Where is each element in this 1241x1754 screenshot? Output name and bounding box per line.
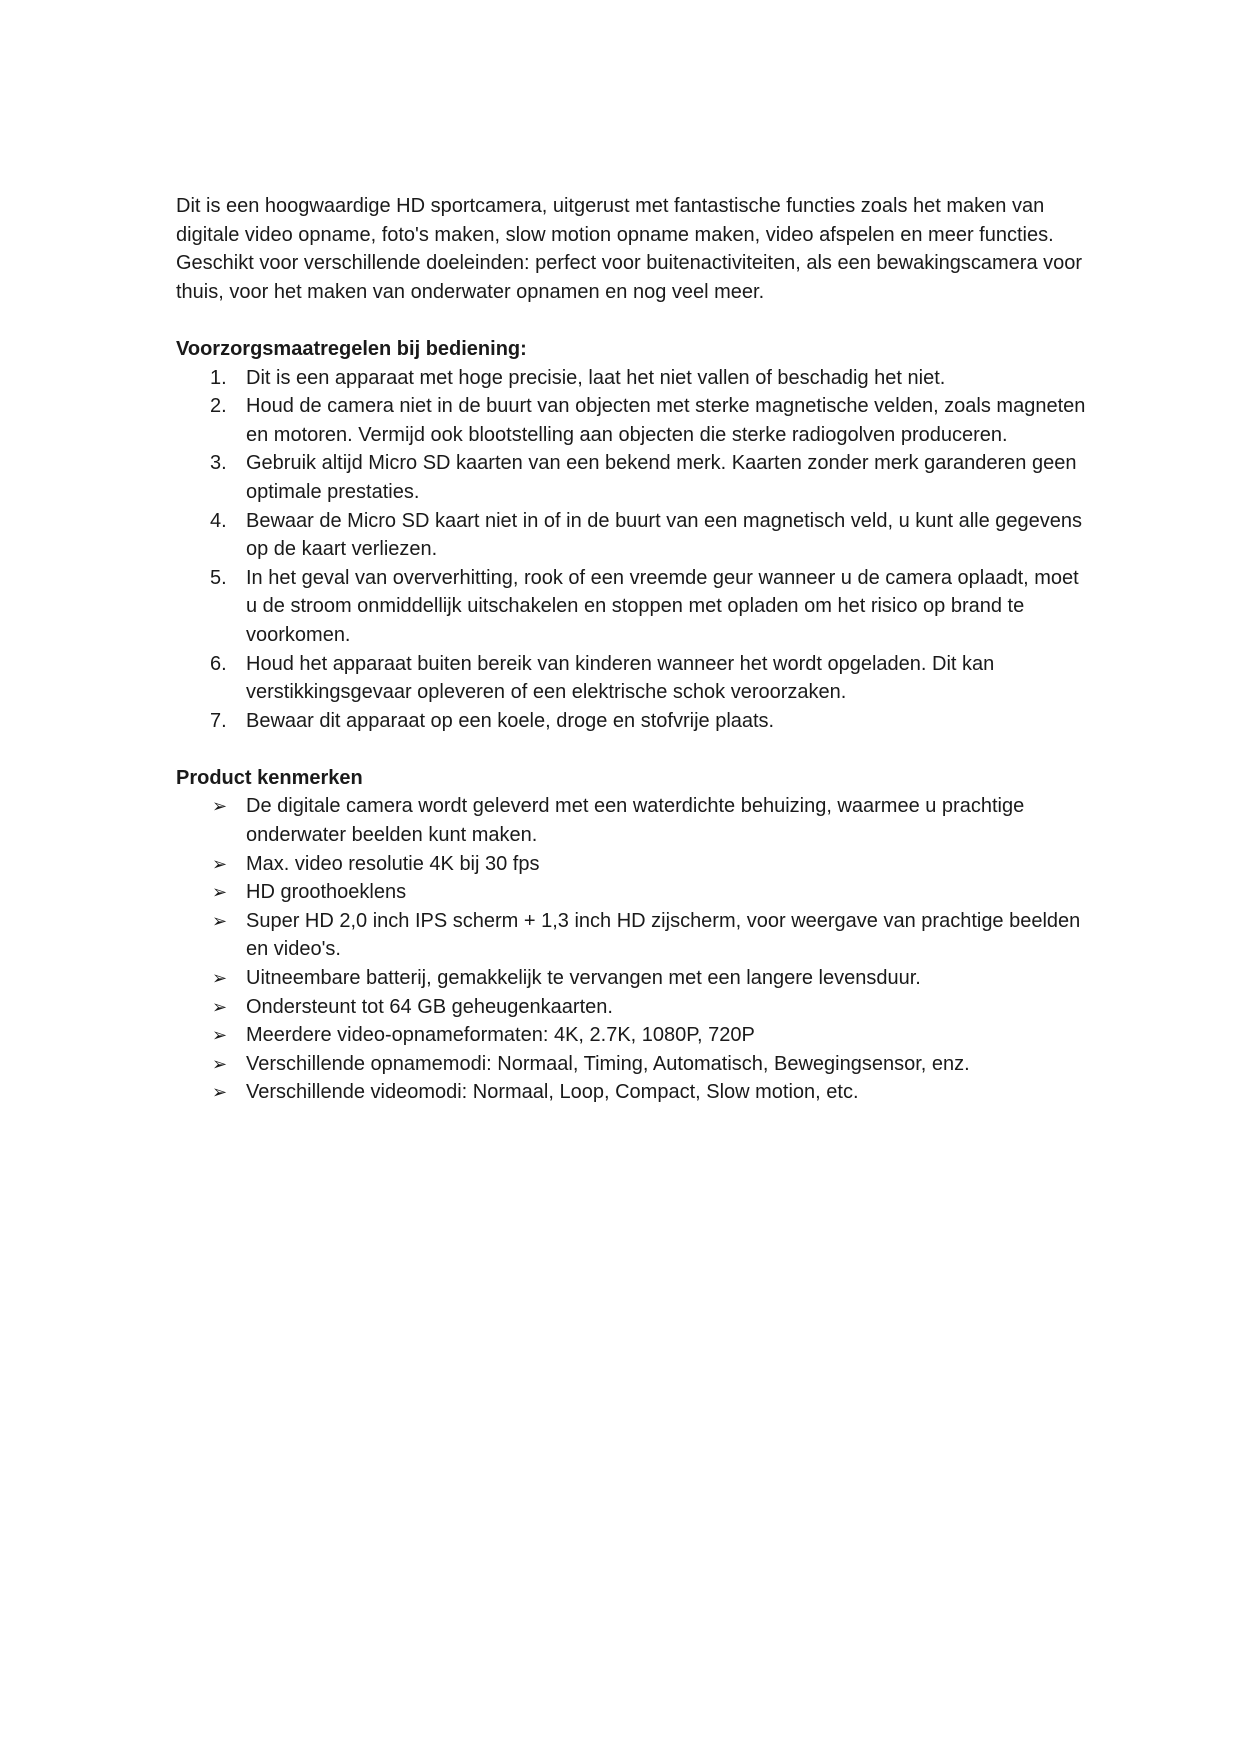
arrowhead-bullet-icon: ➢ xyxy=(212,796,228,817)
list-item xyxy=(176,993,1086,1022)
list-item xyxy=(176,792,1086,849)
list-item-text: Verschillende videomodi: Normaal, Loop, Compact, Slow motion, etc. xyxy=(246,1081,859,1104)
arrowhead-bullet-icon: ➢ xyxy=(212,968,228,989)
list-number: 4. xyxy=(210,509,227,532)
list-item-text: Super HD 2,0 inch IPS scherm + 1,3 inch HD zijscherm, voor weergave van prachtige beelden en video's. xyxy=(246,909,1081,961)
list-item-text: HD groothoeklens xyxy=(246,881,407,904)
list-item xyxy=(176,707,1086,736)
precautions-list xyxy=(176,364,1086,736)
list-item xyxy=(176,1021,1086,1050)
list-number: 5. xyxy=(210,566,227,589)
list-number: 7. xyxy=(210,709,227,732)
arrowhead-bullet-icon: ➢ xyxy=(212,882,228,903)
features-heading: Product kenmerken xyxy=(176,766,363,789)
list-item-text: Gebruik altijd Micro SD kaarten van een bekend merk. Kaarten zonder merk garanderen geen optimale prestaties. xyxy=(246,452,1077,503)
features-list xyxy=(176,792,1086,1107)
precautions-heading: Voorzorgsmaatregelen bij bediening: xyxy=(176,337,527,360)
list-item xyxy=(176,650,1086,707)
arrowhead-bullet-icon: ➢ xyxy=(212,1082,228,1103)
arrowhead-bullet-icon: ➢ xyxy=(212,853,228,874)
intro-paragraph: Dit is een hoogwaardige HD sportcamera, uitgerust met fantastische functies zoals het maken van digitale video opname, foto's maken, slow motion opname maken, video afspelen en meer functies. Geschikt voor verschillende doeleinden: perfect voor buitenactiviteiten, als een bewakingscamera voor thuis, voor het maken van onderwater opnamen en nog veel meer. xyxy=(176,195,1083,303)
list-item xyxy=(176,878,1086,907)
arrowhead-bullet-icon: ➢ xyxy=(212,996,228,1017)
arrowhead-bullet-icon: ➢ xyxy=(212,1025,228,1046)
list-item-text: Dit is een apparaat met hoge precisie, laat het niet vallen of beschadig het niet. xyxy=(246,366,946,389)
list-item-text: In het geval van oververhitting, rook of een vreemde geur wanneer u de camera oplaadt, moet u de stroom onmiddellijk uitschakelen en stoppen met opladen om het risico op brand te voorkomen. xyxy=(246,566,1079,646)
list-number: 3. xyxy=(210,452,227,475)
list-item xyxy=(176,364,1086,393)
list-item xyxy=(176,964,1086,993)
list-item xyxy=(176,850,1086,879)
list-item-text: Bewaar de Micro SD kaart niet in of in de buurt van een magnetisch veld, u kunt alle gegevens op de kaart verliezen. xyxy=(246,509,1083,561)
list-item-text: Verschillende opnamemodi: Normaal, Timing, Automatisch, Bewegingsensor, enz. xyxy=(246,1052,970,1075)
list-item xyxy=(176,907,1086,964)
list-item-text: De digitale camera wordt geleverd met een waterdichte behuizing, waarmee u prachtige onderwater beelden kunt maken. xyxy=(246,795,1025,847)
list-number: 1. xyxy=(210,366,227,389)
list-item-text: Houd het apparaat buiten bereik van kinderen wanneer het wordt opgeladen. Dit kan verstikkingsgevaar opleveren of een elektrische schok veroorzaken. xyxy=(246,652,995,704)
list-number: 6. xyxy=(210,652,227,675)
spacer xyxy=(176,306,1086,335)
list-item-text: Ondersteunt tot 64 GB geheugenkaarten. xyxy=(246,995,613,1018)
list-item xyxy=(176,1050,1086,1079)
arrowhead-bullet-icon: ➢ xyxy=(212,910,228,931)
list-item xyxy=(176,507,1086,564)
list-item-text: Bewaar dit apparaat op een koele, droge en stofvrije plaats. xyxy=(246,709,775,732)
document-page xyxy=(176,192,1086,1107)
list-item xyxy=(176,449,1086,506)
list-item xyxy=(176,564,1086,650)
list-item-text: Uitneembare batterij, gemakkelijk te vervangen met een langere levensduur. xyxy=(246,967,921,990)
list-item xyxy=(176,1078,1086,1107)
list-item-text: Meerdere video-opnameformaten: 4K, 2.7K, 1080P, 720P xyxy=(246,1024,755,1047)
arrowhead-bullet-icon: ➢ xyxy=(212,1053,228,1074)
list-number: 2. xyxy=(210,395,227,418)
list-item-text: Max. video resolutie 4K bij 30 fps xyxy=(246,852,540,875)
list-item xyxy=(176,392,1086,449)
list-item-text: Houd de camera niet in de buurt van objecten met sterke magnetische velden, zoals magneten en motoren. Vermijd ook blootstelling aan objecten die sterke radiogolven produceren. xyxy=(246,395,1086,446)
spacer xyxy=(176,735,1086,764)
